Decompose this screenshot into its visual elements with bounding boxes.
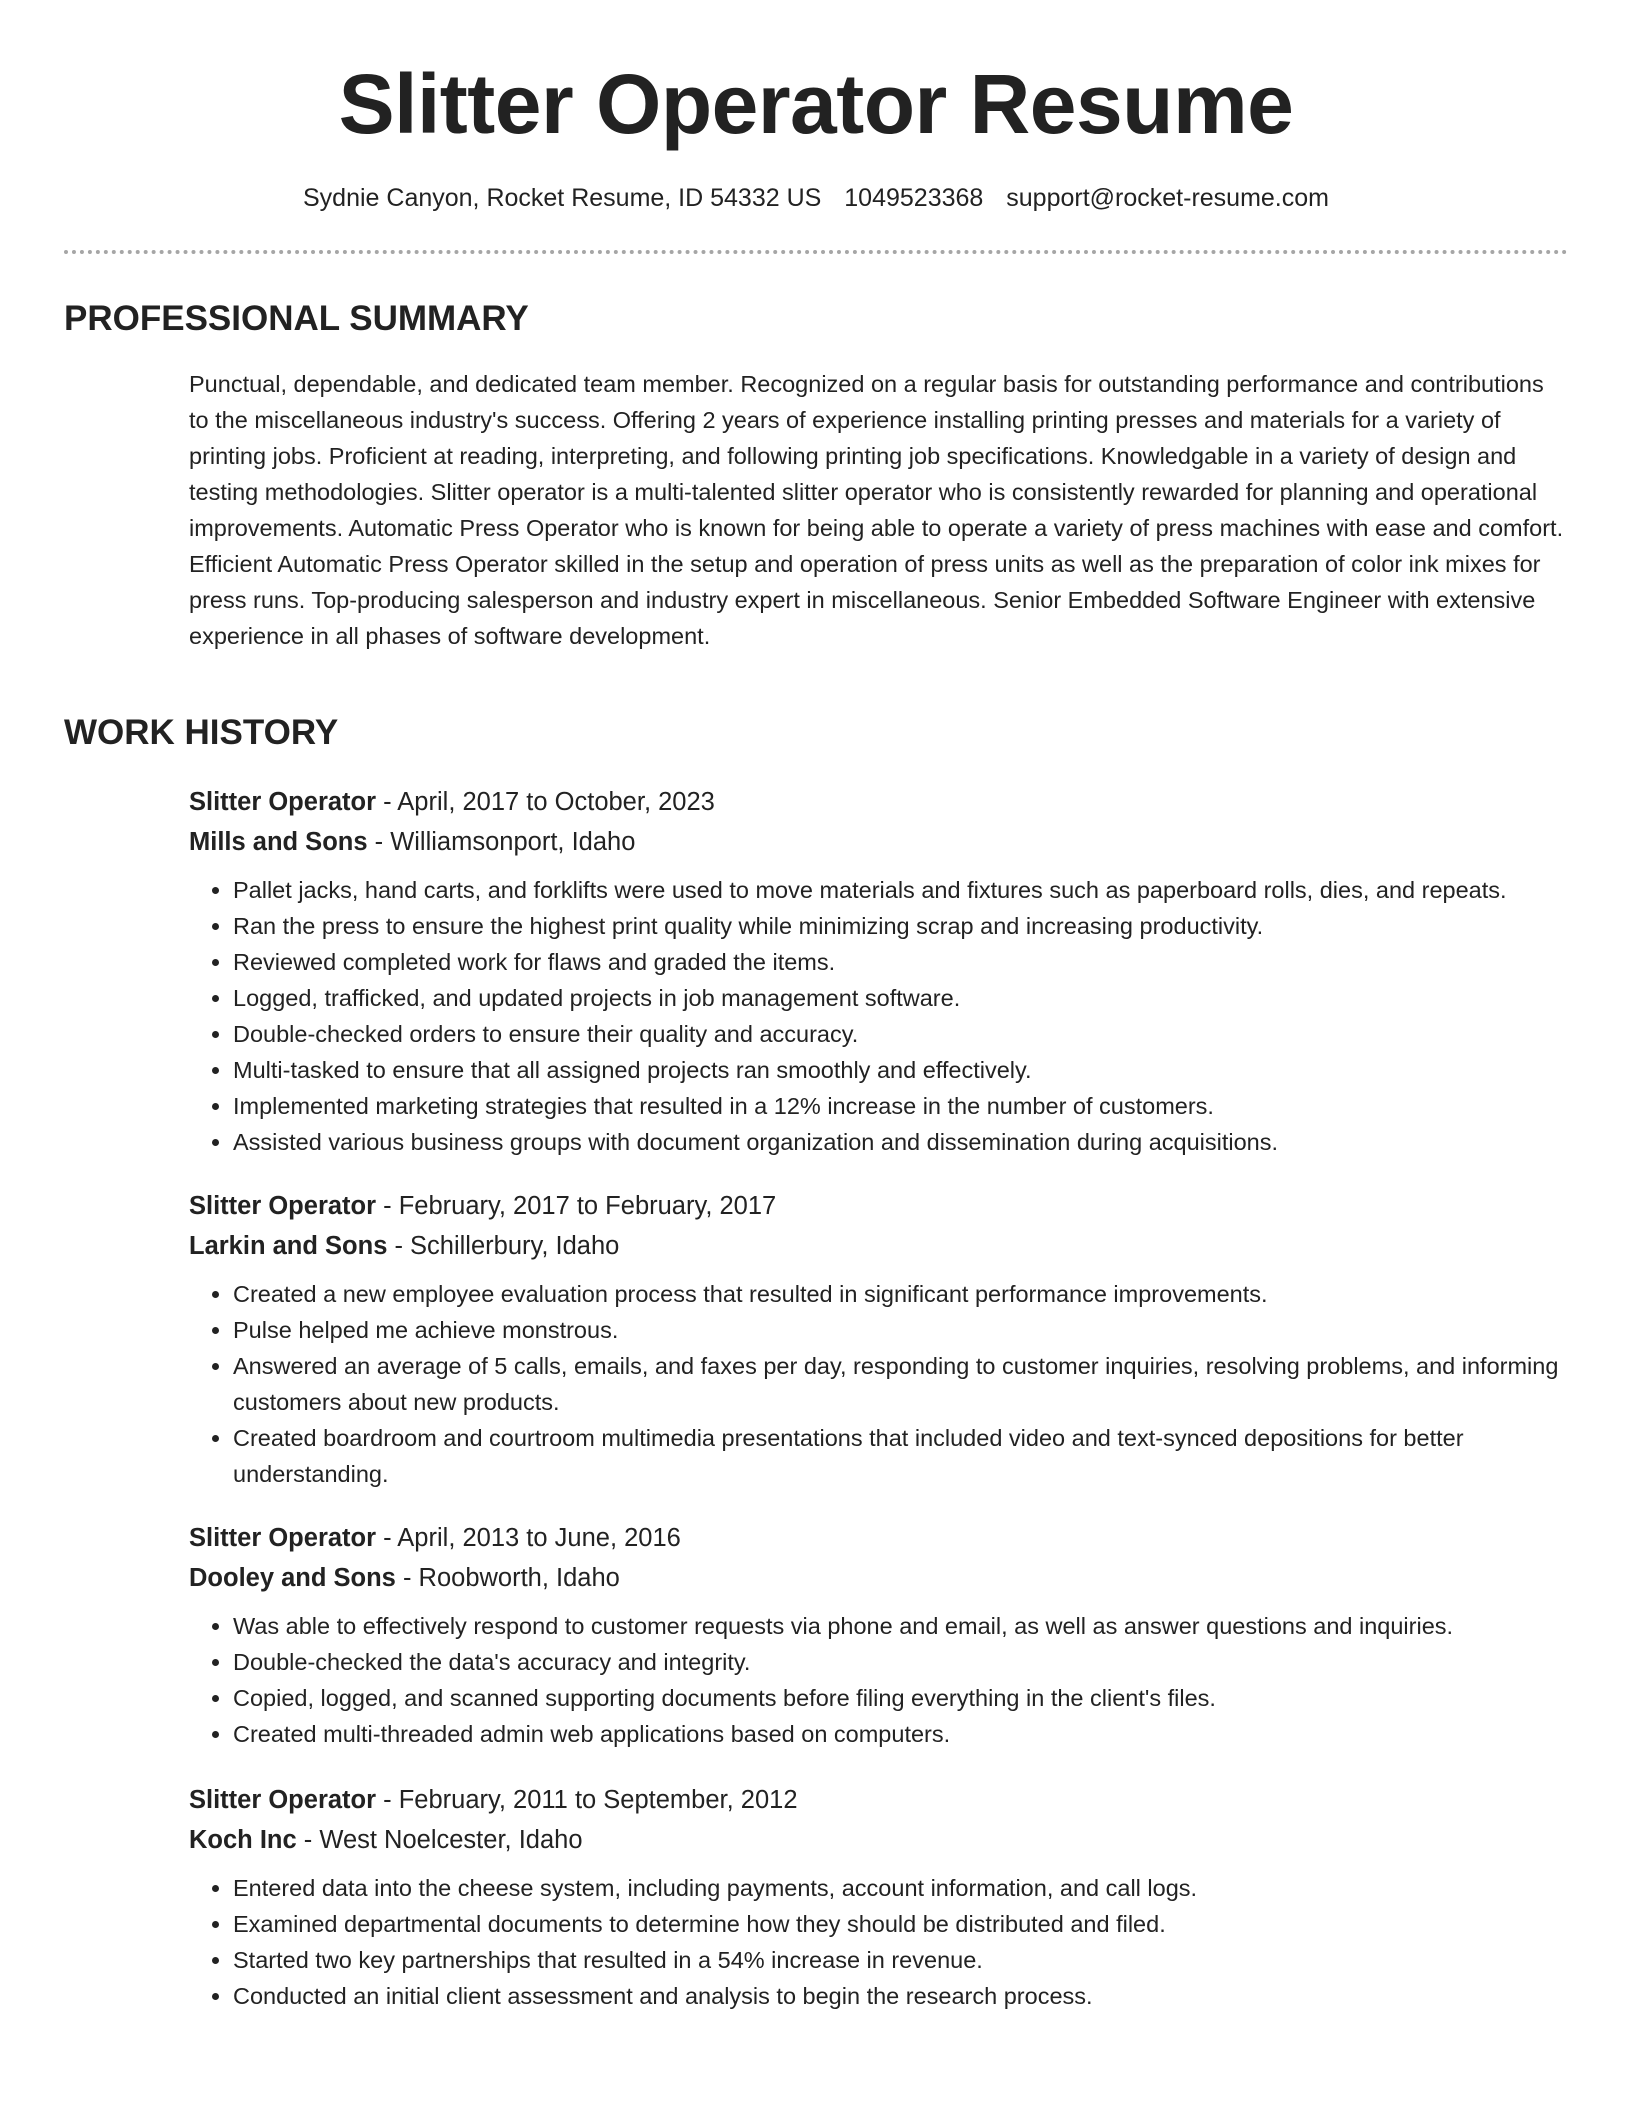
- job-title: Slitter Operator: [189, 1192, 377, 1220]
- job-bullet: • Pallet jacks, hand carts, and forklifts were used to move materials and fixtures such as paperboard rolls, dies, and repeats.: [233, 872, 1569, 908]
- job-bullets: [189, 1276, 1569, 1492]
- contact-address: Sydnie Canyon, Rocket Resume, ID 54332 US: [303, 184, 822, 212]
- job-bullet: • Was able to effectively respond to customer requests via phone and email, as well as answer questions and inquiries.: [233, 1608, 1569, 1644]
- job-entry: [189, 1780, 1569, 2014]
- job-location: - Williamsonport, Idaho: [367, 828, 636, 856]
- summary-text: Punctual, dependable, and dedicated team member. Recognized on a regular basis for outstanding performance and contributions to the miscellaneous industry's success. Offering 2 years of experience installing printing presses and materials for a variety of printing jobs. Proficient at reading, interpreting, and following printing job specifications. Knowledgable in a variety of design and testing methodologies. Slitter operator is a multi-talented slitter operator who is consistently rewarded for planning and operational improvements. Automatic Press Operator who is known for being able to operate a variety of press machines with ease and comfort. Efficient Automatic Press Operator skilled in the setup and operation of press units as well as the preparation of color ink mixes for press runs. Top-producing salesperson and industry expert in miscellaneous. Senior Embedded Software Engineer with extensive experience in all phases of software development.: [189, 371, 1564, 649]
- job-title: Slitter Operator: [189, 788, 377, 816]
- job-title: Slitter Operator: [189, 1524, 377, 1552]
- job-company-line: [189, 822, 1569, 862]
- job-location: - Schillerbury, Idaho: [387, 1232, 620, 1260]
- job-title-line: [189, 782, 1569, 822]
- job-bullet: • Created multi-threaded admin web applications based on computers.: [233, 1716, 1569, 1752]
- job-bullet: • Copied, logged, and scanned supporting documents before filing everything in the client's files.: [233, 1680, 1569, 1716]
- job-bullets: [189, 1608, 1569, 1752]
- job-bullet: • Answered an average of 5 calls, emails, and faxes per day, responding to customer inquiries, resolving problems, and informing customers about new products.: [233, 1348, 1569, 1420]
- job-bullet: • Entered data into the cheese system, including payments, account information, and call logs.: [233, 1870, 1569, 1906]
- job-company: Larkin and Sons: [189, 1232, 388, 1260]
- job-entry: [189, 1518, 1569, 1752]
- job-list: [189, 782, 1569, 2014]
- job-bullet: • Conducted an initial client assessment and analysis to begin the research process.: [233, 1978, 1569, 2014]
- job-bullet: • Created a new employee evaluation process that resulted in significant performance improvements.: [233, 1276, 1569, 1312]
- job-company: Mills and Sons: [189, 828, 368, 856]
- job-bullet: • Created boardroom and courtroom multimedia presentations that included video and text-synced depositions for better understanding.: [233, 1420, 1569, 1492]
- job-bullet: • Started two key partnerships that resulted in a 54% increase in revenue.: [233, 1942, 1569, 1978]
- job-title-line: [189, 1780, 1569, 1820]
- job-bullets: [189, 1870, 1569, 2014]
- job-bullet: • Double-checked the data's accuracy and integrity.: [233, 1644, 1569, 1680]
- job-bullet: • Logged, trafficked, and updated projects in job management software.: [233, 980, 1569, 1016]
- contact-email: support@rocket-resume.com: [1006, 184, 1329, 212]
- job-title: Slitter Operator: [189, 1786, 377, 1814]
- job-bullet: • Examined departmental documents to determine how they should be distributed and filed.: [233, 1906, 1569, 1942]
- job-bullet: • Implemented marketing strategies that resulted in a 12% increase in the number of customers.: [233, 1088, 1569, 1124]
- job-company: Dooley and Sons: [189, 1564, 396, 1592]
- job-company-line: [189, 1226, 1569, 1266]
- job-location: - West Noelcester, Idaho: [296, 1826, 583, 1854]
- contact-phone: 1049523368: [844, 184, 984, 212]
- job-bullet: • Ran the press to ensure the highest print quality while minimizing scrap and increasing productivity.: [233, 908, 1569, 944]
- job-bullets: [189, 872, 1569, 1160]
- job-company: Koch Inc: [189, 1826, 297, 1854]
- job-dates: - April, 2013 to June, 2016: [376, 1524, 681, 1552]
- job-company-line: [189, 1820, 1569, 1860]
- job-company-line: [189, 1558, 1569, 1598]
- job-dates: - April, 2017 to October, 2023: [376, 788, 715, 816]
- job-dates: - February, 2011 to September, 2012: [376, 1786, 798, 1814]
- job-bullet: • Pulse helped me achieve monstrous.: [233, 1312, 1569, 1348]
- job-entry: [189, 1186, 1569, 1492]
- job-dates: - February, 2017 to February, 2017: [376, 1192, 777, 1220]
- job-entry: [189, 782, 1569, 1160]
- job-bullet: • Reviewed completed work for flaws and graded the items.: [233, 944, 1569, 980]
- work-history-heading: WORK HISTORY: [64, 713, 339, 752]
- summary-heading: PROFESSIONAL SUMMARY: [64, 299, 529, 338]
- job-bullet: • Assisted various business groups with document organization and dissemination during acquisitions.: [233, 1124, 1569, 1160]
- job-title-line: [189, 1186, 1569, 1226]
- header-divider: [64, 250, 1568, 254]
- job-title-line: [189, 1518, 1569, 1558]
- contact-line: [0, 180, 1632, 216]
- job-location: - Roobworth, Idaho: [395, 1564, 620, 1592]
- job-bullet: • Double-checked orders to ensure their quality and accuracy.: [233, 1016, 1569, 1052]
- job-bullet: • Multi-tasked to ensure that all assigned projects ran smoothly and effectively.: [233, 1052, 1569, 1088]
- resume-title: Slitter Operator Resume: [338, 57, 1294, 151]
